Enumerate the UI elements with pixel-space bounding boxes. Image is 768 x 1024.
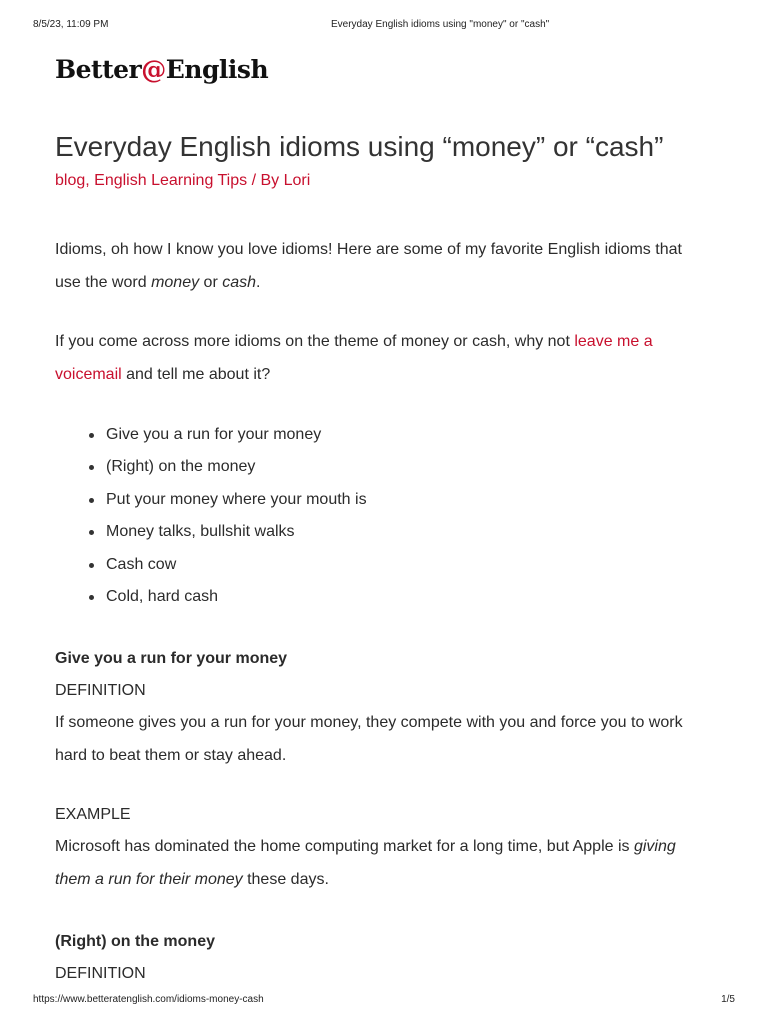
- list-item-text: Put your money where your mouth is: [106, 490, 367, 508]
- intro-em-money: money: [151, 273, 200, 291]
- list-item: [106, 451, 705, 483]
- idiom-list: [55, 419, 705, 613]
- intro-text: Idioms, oh how I know you love idioms! Here are some of my favorite English idioms that use the word: [55, 241, 682, 291]
- intro-em-cash: cash: [222, 273, 257, 291]
- example-text-start: Microsoft has dominated the home computing market for a long time, but Apple is: [55, 838, 634, 856]
- list-item-text: Cold, hard cash: [106, 588, 219, 606]
- intro-paragraph: [55, 234, 705, 299]
- voicemail-link[interactable]: leave me a voicemail: [55, 333, 653, 383]
- cta-text-end: and tell me about it?: [121, 365, 271, 383]
- bullet-icon: [89, 498, 94, 503]
- definition-label: DEFINITION: [55, 965, 146, 983]
- print-page-title: Everyday English idioms using "money" or "cash": [331, 19, 550, 30]
- logo-text-english: English: [165, 55, 269, 84]
- list-item: [106, 419, 705, 451]
- print-page-number: 1/5: [721, 994, 735, 1005]
- bullet-icon: [89, 595, 94, 600]
- bullet-icon: [89, 563, 94, 568]
- example-text: [55, 831, 705, 896]
- list-item: [106, 484, 705, 516]
- cta-paragraph: [55, 326, 705, 391]
- print-header: [33, 19, 735, 33]
- example-text-end: these days.: [242, 870, 329, 888]
- article-meta: [55, 170, 705, 192]
- author-link[interactable]: Lori: [283, 172, 311, 189]
- category-link-blog[interactable]: blog: [55, 172, 86, 189]
- bullet-icon: [89, 530, 94, 535]
- example-label: EXAMPLE: [55, 806, 131, 824]
- list-item-text: (Right) on the money: [106, 458, 256, 476]
- list-item: [106, 581, 705, 613]
- bullet-icon: [89, 433, 94, 438]
- list-item: [106, 516, 705, 548]
- site-logo[interactable]: [55, 55, 268, 84]
- print-date: 8/5/23, 11:09 PM: [33, 19, 109, 30]
- definition-text: If someone gives you a run for your money, they compete with you and force you to work hard to beat them or stay ahead.: [55, 714, 683, 764]
- section-heading-run-for-money: Give you a run for your money: [55, 650, 288, 668]
- example-em: giving them a run for their money: [55, 838, 676, 888]
- intro-text-or: or: [199, 273, 223, 291]
- intro-period: .: [256, 273, 261, 291]
- list-item-text: Give you a run for your money: [106, 426, 322, 443]
- meta-separator: ,: [85, 172, 95, 189]
- cta-text: If you come across more idioms on the theme of money or cash, why not: [55, 333, 575, 350]
- meta-by: / By: [247, 172, 284, 189]
- category-link-tips[interactable]: English Learning Tips: [94, 172, 248, 189]
- logo-text-better: Better: [55, 55, 142, 84]
- bullet-icon: [89, 465, 94, 470]
- list-item: [106, 549, 705, 581]
- article-title: Everyday English idioms using “money” or “cash”: [55, 131, 664, 162]
- article: [55, 128, 705, 990]
- definition-label: DEFINITION: [55, 682, 146, 700]
- list-item-text: Money talks, bullshit walks: [106, 523, 295, 541]
- print-footer: [33, 994, 735, 1008]
- logo-at-sign: @: [141, 55, 166, 84]
- list-item-text: Cash cow: [106, 555, 177, 573]
- print-url: https://www.betteratenglish.com/idioms-money-cash: [33, 994, 264, 1005]
- section-heading-on-the-money: (Right) on the money: [55, 933, 215, 951]
